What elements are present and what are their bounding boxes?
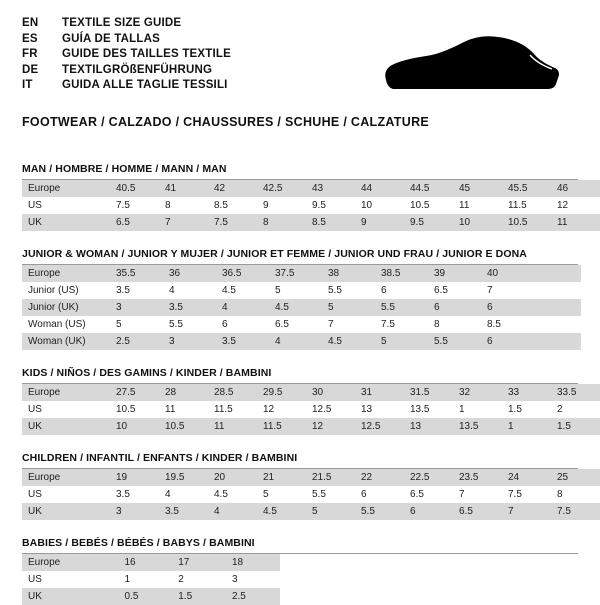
size-cell: 3.5 [216, 333, 269, 350]
table-row [22, 418, 600, 435]
size-cell: 4.5 [257, 503, 306, 520]
size-cell: 7 [481, 282, 534, 299]
language-title-list [22, 16, 231, 94]
size-cell: 23.5 [453, 469, 502, 486]
size-cell: 5.5 [306, 486, 355, 503]
row-label: Woman (UK) [22, 333, 110, 350]
table-row [22, 486, 600, 503]
row-label: Europe [22, 554, 119, 571]
row-label: Junior (UK) [22, 299, 110, 316]
section-babies [22, 537, 578, 605]
size-cell [534, 333, 581, 350]
size-cell: 4 [163, 282, 216, 299]
table-row [22, 180, 600, 197]
language-title: GUIDE DES TAILLES TEXTILE [62, 48, 231, 60]
size-cell: 5.5 [375, 299, 428, 316]
size-cell: 4 [208, 503, 257, 520]
size-cell: 10.5 [110, 401, 159, 418]
size-cell: 31.5 [404, 384, 453, 401]
size-cell: 8.5 [208, 197, 257, 214]
size-cell: 7.5 [208, 214, 257, 231]
size-cell: 20 [208, 469, 257, 486]
size-cell: 42.5 [257, 180, 306, 197]
section-title: KIDS / NIÑOS / DES GAMINS / KINDER / BAMBINI [22, 367, 578, 384]
size-cell: 10.5 [502, 214, 551, 231]
size-cell: 12 [306, 418, 355, 435]
table-row [22, 503, 600, 520]
size-cell: 5 [306, 503, 355, 520]
size-table-children [22, 469, 600, 520]
size-cell: 3.5 [159, 503, 208, 520]
size-cell: 11 [551, 214, 600, 231]
size-cell: 5 [375, 333, 428, 350]
section-man [22, 163, 578, 231]
section-title: CHILDREN / INFANTIL / ENFANTS / KINDER / BAMBINI [22, 452, 578, 469]
size-cell: 45 [453, 180, 502, 197]
size-cell-empty [280, 588, 578, 605]
size-cell: 8.5 [306, 214, 355, 231]
size-cell: 31 [355, 384, 404, 401]
size-cell: 25 [551, 469, 600, 486]
size-cell: 5.5 [322, 282, 375, 299]
size-cell: 5 [110, 316, 163, 333]
size-table-kids [22, 384, 600, 435]
language-row [22, 78, 231, 94]
size-cell: 6.5 [404, 486, 453, 503]
size-cell: 6.5 [269, 316, 322, 333]
size-cell [534, 316, 581, 333]
size-cell: 4.5 [208, 486, 257, 503]
size-cell: 7.5 [551, 503, 600, 520]
size-cell: 33.5 [551, 384, 600, 401]
size-cell: 6 [355, 486, 404, 503]
size-cell: 27.5 [110, 384, 159, 401]
size-cell: 40.5 [110, 180, 159, 197]
language-code: DE [22, 63, 39, 76]
row-label: UK [22, 588, 119, 605]
row-label: Junior (US) [22, 282, 110, 299]
size-cell: 6.5 [453, 503, 502, 520]
size-cell: 22.5 [404, 469, 453, 486]
size-cell: 19 [110, 469, 159, 486]
row-label: Europe [22, 180, 110, 197]
row-label: US [22, 197, 110, 214]
language-title: TEXTILGRÖßENFÜHRUNG [62, 63, 213, 76]
size-cell: 9 [257, 197, 306, 214]
size-cell: 4 [159, 486, 208, 503]
size-cell: 40 [481, 265, 534, 282]
section-title: JUNIOR & WOMAN / JUNIOR Y MUJER / JUNIOR ET FEMME / JUNIOR UND FRAU / JUNIOR E DONA [22, 248, 578, 265]
row-label: Woman (US) [22, 316, 110, 333]
size-cell: 5 [322, 299, 375, 316]
size-cell: 6 [375, 282, 428, 299]
row-label: UK [22, 214, 110, 231]
size-cell: 12.5 [306, 401, 355, 418]
table-row [22, 554, 578, 571]
row-label: UK [22, 503, 110, 520]
size-cell: 21 [257, 469, 306, 486]
row-label: US [22, 486, 110, 503]
table-row [22, 282, 581, 299]
language-title: TEXTILE SIZE GUIDE [62, 17, 182, 29]
section-title: BABIES / BEBÉS / BÉBÉS / BABYS / BAMBINI [22, 537, 578, 554]
table-row [22, 384, 600, 401]
table-row [22, 214, 600, 231]
language-code: FR [22, 48, 38, 60]
size-cell: 1 [453, 401, 502, 418]
row-label: Europe [22, 265, 110, 282]
size-cell: 5.5 [163, 316, 216, 333]
size-cell: 7.5 [502, 486, 551, 503]
section-junior-woman [22, 248, 578, 350]
size-cell: 7 [453, 486, 502, 503]
size-cell: 4 [216, 299, 269, 316]
size-cell: 5.5 [355, 503, 404, 520]
table-row [22, 316, 581, 333]
size-cell: 3 [226, 571, 280, 588]
size-cell [534, 265, 581, 282]
size-cell: 18 [226, 554, 280, 571]
size-cell: 44 [355, 180, 404, 197]
language-row [22, 16, 231, 32]
size-cell: 11 [208, 418, 257, 435]
size-cell: 6 [216, 316, 269, 333]
size-cell: 5 [257, 486, 306, 503]
size-cell: 29.5 [257, 384, 306, 401]
size-table-junior-woman [22, 265, 581, 350]
size-cell: 8 [257, 214, 306, 231]
size-cell: 32 [453, 384, 502, 401]
size-cell: 6 [428, 299, 481, 316]
size-cell: 7.5 [375, 316, 428, 333]
size-cell: 10 [453, 214, 502, 231]
table-row [22, 469, 600, 486]
table-row [22, 197, 600, 214]
size-cell: 4.5 [216, 282, 269, 299]
size-cell: 37.5 [269, 265, 322, 282]
table-row [22, 588, 578, 605]
document-header [22, 16, 578, 101]
size-cell: 11.5 [502, 197, 551, 214]
table-row [22, 265, 581, 282]
size-cell: 46 [551, 180, 600, 197]
size-cell: 21.5 [306, 469, 355, 486]
section-children [22, 452, 578, 520]
size-cell: 45.5 [502, 180, 551, 197]
size-cell: 3.5 [110, 282, 163, 299]
size-cell: 4.5 [322, 333, 375, 350]
language-row [22, 47, 231, 63]
size-cell: 3.5 [163, 299, 216, 316]
size-cell: 13.5 [404, 401, 453, 418]
size-cell: 19.5 [159, 469, 208, 486]
size-cell: 6.5 [110, 214, 159, 231]
table-row [22, 333, 581, 350]
language-code: IT [22, 79, 33, 91]
size-cell: 36.5 [216, 265, 269, 282]
size-cell: 44.5 [404, 180, 453, 197]
size-cell: 7.5 [110, 197, 159, 214]
size-cell: 28 [159, 384, 208, 401]
size-cell: 1.5 [172, 588, 226, 605]
size-cell: 10.5 [404, 197, 453, 214]
section-title: MAN / HOMBRE / HOMME / MANN / MAN [22, 163, 578, 180]
size-cell: 12.5 [355, 418, 404, 435]
size-cell: 39 [428, 265, 481, 282]
language-code: EN [22, 17, 39, 29]
size-cell: 8.5 [481, 316, 534, 333]
size-cell: 13.5 [453, 418, 502, 435]
size-cell: 12 [257, 401, 306, 418]
size-cell: 11.5 [257, 418, 306, 435]
size-cell: 7 [322, 316, 375, 333]
row-label: Europe [22, 384, 110, 401]
language-title: GUÍA DE TALLAS [62, 32, 160, 45]
page-title: FOOTWEAR / CALZADO / CHAUSSURES / SCHUHE / CALZATURE [22, 115, 430, 129]
table-row [22, 299, 581, 316]
size-cell: 11.5 [208, 401, 257, 418]
size-cell: 7 [159, 214, 208, 231]
size-cell: 3 [110, 503, 159, 520]
dress-shoe-icon [380, 34, 560, 101]
language-row [22, 63, 231, 79]
size-cell: 9.5 [404, 214, 453, 231]
size-cell-empty [280, 571, 578, 588]
language-title: GUIDA ALLE TAGLIE TESSILI [62, 79, 228, 91]
size-cell: 30 [306, 384, 355, 401]
size-cell: 38.5 [375, 265, 428, 282]
size-cell: 10 [110, 418, 159, 435]
size-cell [534, 282, 581, 299]
size-cell: 22 [355, 469, 404, 486]
size-cell: 12 [551, 197, 600, 214]
size-cell: 36 [163, 265, 216, 282]
size-cell: 1.5 [551, 418, 600, 435]
size-cell: 9.5 [306, 197, 355, 214]
size-cell: 2 [172, 571, 226, 588]
size-cell: 38 [322, 265, 375, 282]
size-cell [534, 299, 581, 316]
size-cell: 10 [355, 197, 404, 214]
size-cell: 6 [404, 503, 453, 520]
size-cell: 35.5 [110, 265, 163, 282]
size-cell: 2 [551, 401, 600, 418]
size-cell-empty [280, 554, 578, 571]
size-cell: 8 [159, 197, 208, 214]
section-kids [22, 367, 578, 435]
size-cell: 13 [404, 418, 453, 435]
size-cell: 11 [453, 197, 502, 214]
size-cell: 24 [502, 469, 551, 486]
size-cell: 2.5 [110, 333, 163, 350]
size-cell: 43 [306, 180, 355, 197]
size-cell: 33 [502, 384, 551, 401]
size-cell: 17 [172, 554, 226, 571]
size-cell: 6 [481, 333, 534, 350]
size-cell: 1 [502, 418, 551, 435]
size-cell: 4.5 [269, 299, 322, 316]
size-cell: 9 [355, 214, 404, 231]
table-row [22, 401, 600, 418]
size-cell: 42 [208, 180, 257, 197]
size-cell: 13 [355, 401, 404, 418]
row-label: UK [22, 418, 110, 435]
row-label: Europe [22, 469, 110, 486]
size-cell: 6 [481, 299, 534, 316]
size-table-babies [22, 554, 578, 605]
size-cell: 41 [159, 180, 208, 197]
row-label: US [22, 571, 119, 588]
size-cell: 1 [119, 571, 173, 588]
size-cell: 3.5 [110, 486, 159, 503]
size-cell: 0.5 [119, 588, 173, 605]
size-cell: 3 [110, 299, 163, 316]
size-cell: 4 [269, 333, 322, 350]
language-code: ES [22, 32, 38, 45]
size-cell: 8 [428, 316, 481, 333]
size-cell: 7 [502, 503, 551, 520]
size-cell: 5 [269, 282, 322, 299]
size-cell: 3 [163, 333, 216, 350]
size-cell: 10.5 [159, 418, 208, 435]
size-cell: 5.5 [428, 333, 481, 350]
size-cell: 11 [159, 401, 208, 418]
table-row [22, 571, 578, 588]
size-cell: 1.5 [502, 401, 551, 418]
size-cell: 2.5 [226, 588, 280, 605]
size-cell: 6.5 [428, 282, 481, 299]
language-row [22, 32, 231, 48]
row-label: US [22, 401, 110, 418]
size-cell: 8 [551, 486, 600, 503]
size-table-man [22, 180, 600, 231]
size-cell: 28.5 [208, 384, 257, 401]
size-cell: 16 [119, 554, 173, 571]
